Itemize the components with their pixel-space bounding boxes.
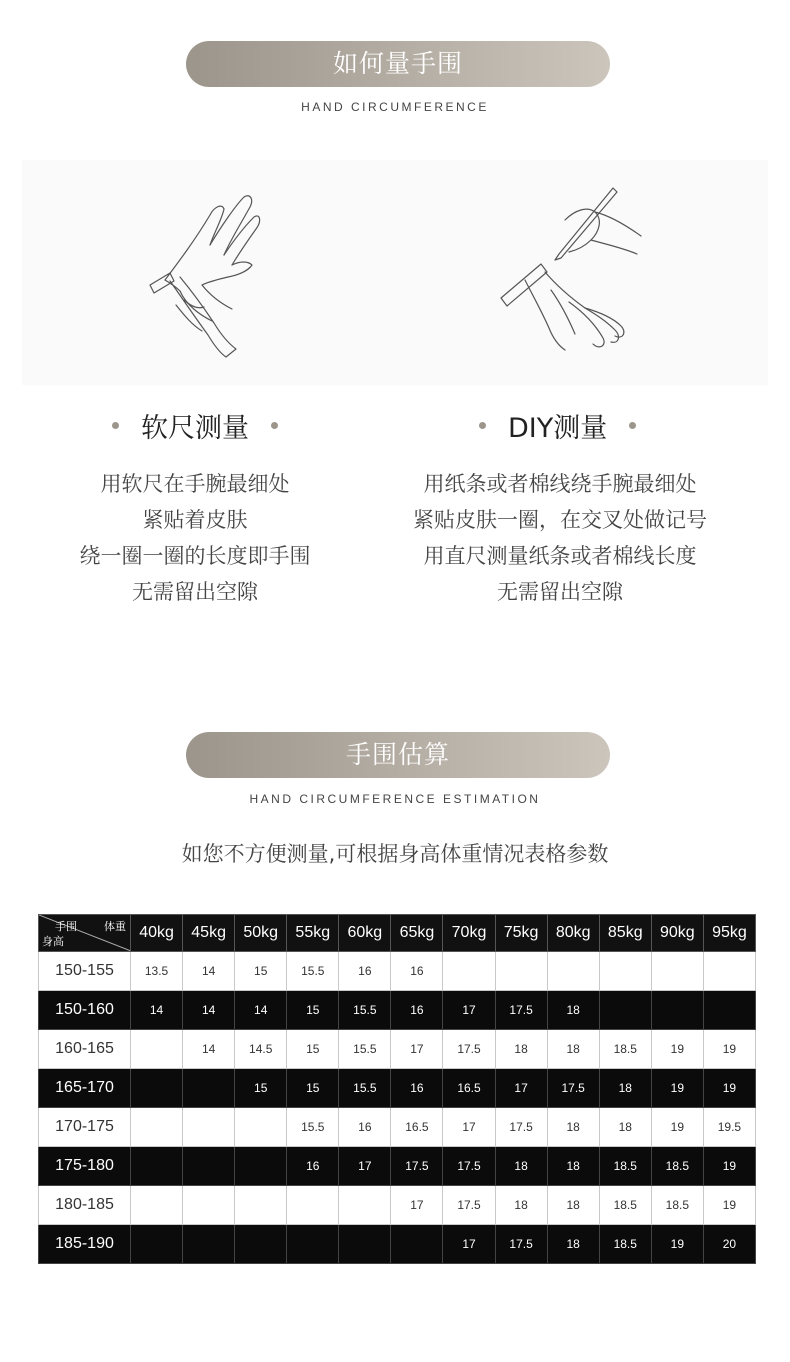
table-body [39,952,756,1264]
weight-header: 70kg [443,915,495,952]
size-cell [391,1225,443,1264]
height-cell: 150-160 [39,991,131,1030]
table-header-row [39,915,756,952]
height-cell: 185-190 [39,1225,131,1264]
size-cell [495,952,547,991]
size-cell: 18.5 [599,1030,651,1069]
bullet-dot [271,422,278,429]
size-cell: 20 [703,1225,755,1264]
table-row [39,952,756,991]
section-title-pill [186,732,610,778]
size-cell: 16 [391,952,443,991]
size-cell: 17.5 [547,1069,599,1108]
height-cell: 170-175 [39,1108,131,1147]
table-row [39,1225,756,1264]
size-cell: 17 [443,1108,495,1147]
section-title: 手围估算 [345,740,450,769]
size-cell: 18.5 [599,1147,651,1186]
size-cell: 18.5 [651,1186,703,1225]
size-cell [547,952,599,991]
size-cell [443,952,495,991]
size-cell [183,1147,235,1186]
size-cell: 18.5 [599,1186,651,1225]
method-description-diy [390,466,730,610]
size-cell [183,1069,235,1108]
size-cell: 15 [287,991,339,1030]
size-cell: 14 [235,991,287,1030]
size-cell [703,952,755,991]
size-cell: 16 [391,1069,443,1108]
height-cell: 165-170 [39,1069,131,1108]
size-cell: 16.5 [391,1108,443,1147]
size-cell: 16.5 [443,1069,495,1108]
weight-header: 40kg [131,915,183,952]
size-cell: 16 [339,1108,391,1147]
size-cell: 18 [547,1108,599,1147]
size-cell: 17 [391,1186,443,1225]
size-cell [183,1108,235,1147]
size-cell: 17.5 [443,1147,495,1186]
description-line: 绕一圈一圈的长度即手围 [79,544,311,568]
size-cell [651,991,703,1030]
size-cell [235,1186,287,1225]
size-cell: 19 [703,1069,755,1108]
size-cell: 13.5 [131,952,183,991]
bullet-dot [629,422,636,429]
description-line: 紧贴着皮肤 [142,508,248,532]
table-row [39,1147,756,1186]
bullet-dot [479,422,486,429]
method-title: DIY测量 [508,412,608,444]
size-cell [235,1225,287,1264]
size-cell: 14.5 [235,1030,287,1069]
size-cell [131,1186,183,1225]
size-cell: 16 [391,991,443,1030]
section-subtitle: HAND CIRCUMFERENCE [301,100,489,114]
size-cell [339,1225,391,1264]
method-description-tape [40,466,350,610]
weight-header: 45kg [183,915,235,952]
size-cell: 18.5 [599,1225,651,1264]
description-line: 紧贴皮肤一圈，在交叉处做记号 [413,508,707,532]
section-title-pill [186,41,610,87]
size-cell [235,1147,287,1186]
illustration-panel [22,160,768,385]
size-cell [703,991,755,1030]
size-cell: 17 [495,1069,547,1108]
size-cell: 19 [703,1147,755,1186]
size-cell: 17.5 [495,1225,547,1264]
size-cell [599,991,651,1030]
description-line: 无需留出空隙 [497,580,623,604]
section-subtitle: HAND CIRCUMFERENCE ESTIMATION [249,792,541,806]
table-row [39,1069,756,1108]
section-title: 如何量手围 [332,49,463,78]
size-cell: 15.5 [339,991,391,1030]
weight-header: 80kg [547,915,599,952]
method-heading-diy [479,405,636,445]
size-cell: 17.5 [443,1186,495,1225]
size-cell: 17 [443,991,495,1030]
weight-header: 50kg [235,915,287,952]
size-cell: 15.5 [339,1030,391,1069]
table-note: 如您不方便测量,可根据身高体重情况表格参数 [181,842,609,866]
weight-header: 65kg [391,915,443,952]
size-cell: 14 [183,952,235,991]
size-cell: 15 [287,1030,339,1069]
size-cell: 15 [287,1069,339,1108]
size-cell: 17 [339,1147,391,1186]
hand-paper-strip-illustration [495,180,655,360]
height-cell: 160-165 [39,1030,131,1069]
size-cell: 15.5 [287,1108,339,1147]
size-cell: 16 [287,1147,339,1186]
bullet-dot [112,422,119,429]
size-cell: 18 [547,1186,599,1225]
size-cell: 18 [547,1030,599,1069]
weight-header: 85kg [599,915,651,952]
weight-header: 60kg [339,915,391,952]
size-cell: 17 [443,1225,495,1264]
size-cell [287,1186,339,1225]
table-row [39,1108,756,1147]
height-cell: 175-180 [39,1147,131,1186]
size-cell: 15 [235,1069,287,1108]
weight-header: 95kg [703,915,755,952]
size-cell [183,1186,235,1225]
size-cell: 18.5 [651,1147,703,1186]
size-cell [131,1225,183,1264]
weight-header: 75kg [495,915,547,952]
corner-label-hand: 手围 [55,921,77,933]
size-cell: 19.5 [703,1108,755,1147]
weight-header: 90kg [651,915,703,952]
weight-header: 55kg [287,915,339,952]
table-corner-cell [39,915,131,952]
hand-size-table [38,914,756,1264]
corner-label-height: 身高 [42,936,64,948]
size-cell [131,1147,183,1186]
size-cell: 17 [391,1030,443,1069]
size-cell: 16 [339,952,391,991]
description-line: 无需留出空隙 [132,580,258,604]
size-cell [235,1108,287,1147]
size-cell: 18 [495,1147,547,1186]
hand-tape-measure-illustration [140,185,270,365]
size-cell: 18 [495,1186,547,1225]
size-cell: 19 [651,1108,703,1147]
description-line: 用纸条或者棉线绕手腕最细处 [423,472,697,496]
method-heading-tape [112,405,278,445]
size-cell: 19 [703,1030,755,1069]
size-cell [131,1069,183,1108]
size-cell: 18 [495,1030,547,1069]
size-cell: 17.5 [391,1147,443,1186]
description-line: 用直尺测量纸条或者棉线长度 [423,544,697,568]
height-cell: 180-185 [39,1186,131,1225]
size-cell: 15.5 [287,952,339,991]
size-cell [651,952,703,991]
size-cell: 18 [547,1225,599,1264]
size-cell: 17.5 [443,1030,495,1069]
size-cell: 15.5 [339,1069,391,1108]
size-cell [339,1186,391,1225]
height-cell: 150-155 [39,952,131,991]
size-cell: 14 [131,991,183,1030]
size-cell [287,1225,339,1264]
size-cell: 18 [599,1069,651,1108]
size-cell: 19 [651,1225,703,1264]
size-cell: 15 [235,952,287,991]
table-row [39,1186,756,1225]
size-cell [183,1225,235,1264]
size-cell: 19 [651,1069,703,1108]
size-cell [131,1108,183,1147]
size-cell: 18 [599,1108,651,1147]
size-cell: 18 [547,991,599,1030]
table-row [39,1030,756,1069]
size-cell: 14 [183,991,235,1030]
size-cell: 17.5 [495,1108,547,1147]
size-cell [131,1030,183,1069]
size-cell: 19 [651,1030,703,1069]
size-cell: 18 [547,1147,599,1186]
size-cell: 14 [183,1030,235,1069]
size-cell: 17.5 [495,991,547,1030]
table-row [39,991,756,1030]
method-title: 软尺测量 [141,412,249,444]
description-line: 用软尺在手腕最细处 [100,472,290,496]
size-cell: 19 [703,1186,755,1225]
corner-label-weight: 体重 [104,921,126,933]
size-cell [599,952,651,991]
